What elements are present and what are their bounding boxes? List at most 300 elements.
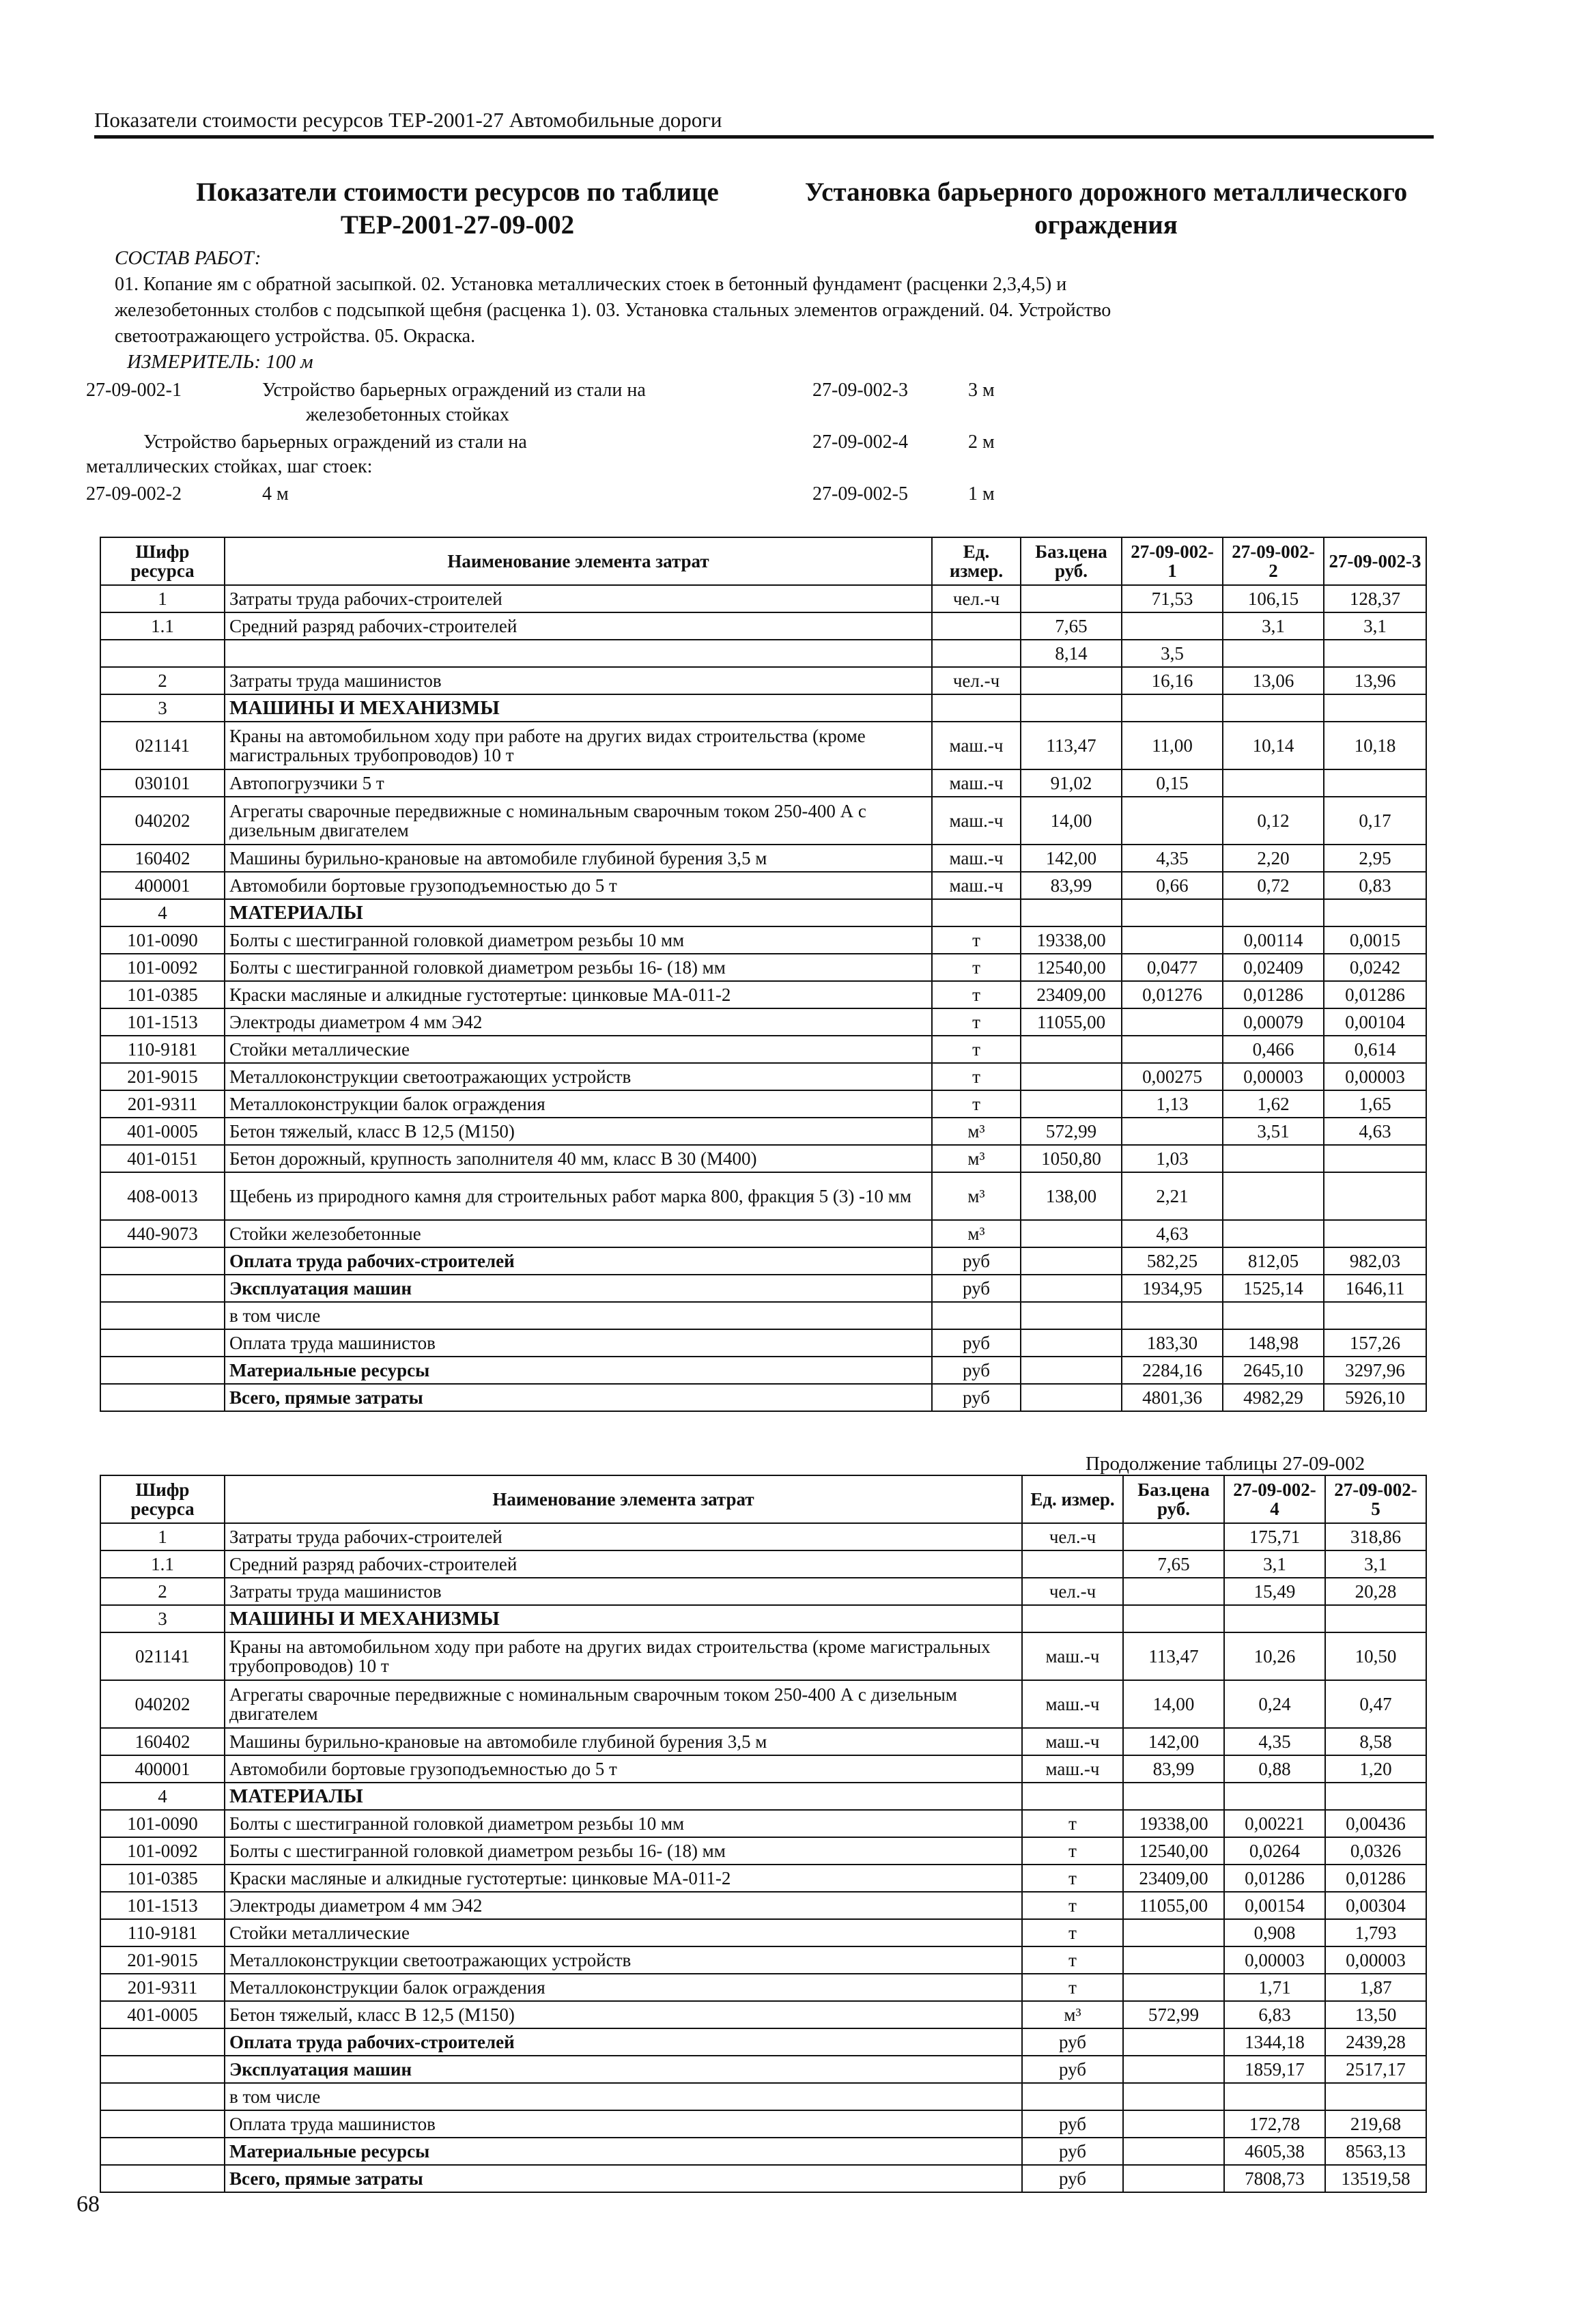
row-value: 812,05 (1223, 1247, 1324, 1275)
row-value: 3,51 (1223, 1118, 1324, 1145)
row-name: Агрегаты сварочные передвижные с номинальным сварочным током 250-400 А с дизельным двигателем (225, 797, 932, 845)
row-unit: маш.-ч (1022, 1755, 1123, 1783)
page-header: Показатели стоимости ресурсов ТЕР-2001-27 Автомобильные дороги (94, 108, 1434, 139)
row-value: 13,96 (1324, 667, 1426, 694)
row-name: Металлоконструкции светоотражающих устройств (225, 1063, 932, 1090)
row-value: 0,47 (1325, 1680, 1426, 1728)
row-name: Стойки металлические (225, 1919, 1022, 1946)
variant-code: 27-09-002-5 (812, 483, 908, 505)
row-name: Болты с шестигранной головкой диаметром резьбы 16- (18) мм (225, 1837, 1022, 1865)
row-value (1223, 899, 1324, 926)
row-name: Оплата труда машинистов (225, 2110, 1022, 2138)
row-value: 0,00114 (1223, 926, 1324, 954)
row-code: 101-1513 (100, 1008, 225, 1036)
row-value (1324, 1302, 1426, 1329)
row-code: 160402 (100, 1728, 225, 1755)
row-price: 572,99 (1021, 1118, 1122, 1145)
row-value: 0,0326 (1325, 1837, 1426, 1865)
row-value: 6,83 (1224, 2001, 1325, 2028)
row-value: 1,20 (1325, 1755, 1426, 1783)
row-unit: руб (1022, 2056, 1123, 2083)
row-value: 0,00079 (1223, 1008, 1324, 1036)
table-row (100, 585, 1426, 612)
row-unit: м³ (932, 1220, 1021, 1247)
row-value: 4605,38 (1224, 2138, 1325, 2165)
row-value: 1,03 (1122, 1145, 1223, 1172)
row-value (1223, 1145, 1324, 1172)
row-code: 101-0385 (100, 981, 225, 1008)
header-variant: 27-09-002-2 (1223, 537, 1324, 585)
row-name: в том числе (225, 1302, 932, 1329)
row-name: Затраты труда машинистов (225, 667, 932, 694)
row-value: 2439,28 (1325, 2028, 1426, 2056)
row-value (1224, 1783, 1325, 1810)
row-value: 5926,10 (1324, 1384, 1426, 1411)
row-unit: руб (1022, 2110, 1123, 2138)
row-value: 0,02409 (1223, 954, 1324, 981)
row-value (1224, 1605, 1325, 1632)
row-price: 91,02 (1021, 769, 1122, 797)
row-name: Средний разряд рабочих-строителей (225, 612, 932, 640)
row-unit: маш.-ч (1022, 1680, 1123, 1728)
row-value: 0,01276 (1122, 981, 1223, 1008)
row-code (100, 1275, 225, 1302)
row-value: 15,49 (1224, 1578, 1325, 1605)
row-code: 040202 (100, 1680, 225, 1728)
row-value: 1859,17 (1224, 2056, 1325, 2083)
header-variant: 27-09-002-4 (1224, 1475, 1325, 1523)
row-name (225, 640, 932, 667)
row-name: Материальные ресурсы (225, 2138, 1022, 2165)
row-unit: т (932, 1008, 1021, 1036)
table-row (100, 612, 1426, 640)
table-row (100, 1118, 1426, 1145)
row-price: 14,00 (1123, 1680, 1224, 1728)
row-price: 83,99 (1021, 872, 1122, 899)
row-unit: т (932, 1036, 1021, 1063)
row-price: 113,47 (1021, 722, 1122, 769)
row-value (1324, 1220, 1426, 1247)
row-price (1123, 1523, 1224, 1550)
row-value: 2,95 (1324, 845, 1426, 872)
header-code: Шифр ресурса (100, 1475, 225, 1523)
row-unit: маш.-ч (932, 872, 1021, 899)
row-name: Агрегаты сварочные передвижные с номинальным сварочным током 250-400 А с дизельным двигателем (225, 1680, 1022, 1728)
row-name: Бетон дорожный, крупность заполнителя 40 мм, класс В 30 (М400) (225, 1145, 932, 1172)
row-name: Автопогрузчики 5 т (225, 769, 932, 797)
row-name: Краны на автомобильном ходу при работе на других видах строительства (кроме магистральных трубопроводов) 10 т (225, 722, 932, 769)
row-name: Металлоконструкции балок ограждения (225, 1974, 1022, 2001)
table-title (116, 176, 799, 242)
row-code: 1.1 (100, 612, 225, 640)
row-code: 101-0092 (100, 954, 225, 981)
row-value: 0,614 (1324, 1036, 1426, 1063)
row-price (1123, 1919, 1224, 1946)
row-name: Машины бурильно-крановые на автомобиле глубиной бурения 3,5 м (225, 845, 932, 872)
row-code: 101-0090 (100, 926, 225, 954)
row-unit: чел.-ч (1022, 1523, 1123, 1550)
row-price (1021, 1036, 1122, 1063)
row-unit: маш.-ч (932, 769, 1021, 797)
row-value: 10,26 (1224, 1632, 1325, 1680)
table-row (100, 1810, 1426, 1837)
table-row (100, 2028, 1426, 2056)
table-row (100, 2083, 1426, 2110)
row-name: Всего, прямые затраты (225, 1384, 932, 1411)
variant-text: Устройство барьерных ограждений из стали на (262, 380, 646, 401)
table-row (100, 2110, 1426, 2138)
table-row (100, 1728, 1426, 1755)
row-price (1123, 1605, 1224, 1632)
row-value: 4801,36 (1122, 1384, 1223, 1411)
row-code: 021141 (100, 722, 225, 769)
row-unit: руб (932, 1329, 1021, 1357)
row-value: 10,50 (1325, 1632, 1426, 1680)
row-value (1324, 899, 1426, 926)
works-line: 01. Копание ям с обратной засыпкой. 02. Установка металлических стоек в бетонный фундамент (расценки 2,3,4,5) и (115, 274, 1067, 295)
row-code: 401-0005 (100, 1118, 225, 1145)
row-value (1122, 612, 1223, 640)
table-row (100, 1837, 1426, 1865)
row-price (1123, 2110, 1224, 2138)
row-code: 401-0005 (100, 2001, 225, 2028)
row-value (1324, 1172, 1426, 1220)
row-price (1123, 2028, 1224, 2056)
table-row (100, 926, 1426, 954)
row-value: 1,793 (1325, 1919, 1426, 1946)
row-value (1122, 797, 1223, 845)
row-name: Оплата труда рабочих-строителей (225, 1247, 932, 1275)
resource-table-1 (100, 537, 1427, 1412)
table-row (100, 1384, 1426, 1411)
row-value: 1934,95 (1122, 1275, 1223, 1302)
row-price (1021, 667, 1122, 694)
page-number: 68 (76, 2192, 100, 2217)
row-unit (932, 612, 1021, 640)
table-row (100, 1090, 1426, 1118)
variant-text: металлических стойках, шаг стоек: (86, 456, 373, 477)
row-name: МАШИНЫ И МЕХАНИЗМЫ (225, 694, 932, 722)
row-value: 1525,14 (1223, 1275, 1324, 1302)
table-body (100, 1523, 1426, 2192)
row-code: 3 (100, 694, 225, 722)
row-value: 4,63 (1324, 1118, 1426, 1145)
row-value: 1344,18 (1224, 2028, 1325, 2056)
table-row (100, 1357, 1426, 1384)
row-code (100, 2138, 225, 2165)
table-row (100, 667, 1426, 694)
row-value (1325, 2083, 1426, 2110)
row-value: 0,88 (1224, 1755, 1325, 1783)
variant-step: 2 м (968, 431, 995, 453)
row-price: 113,47 (1123, 1632, 1224, 1680)
row-unit (932, 694, 1021, 722)
row-name: Бетон тяжелый, класс В 12,5 (М150) (225, 1118, 932, 1145)
row-code: 101-0385 (100, 1865, 225, 1892)
row-value: 1,87 (1325, 1974, 1426, 2001)
row-code: 110-9181 (100, 1036, 225, 1063)
row-code: 4 (100, 1783, 225, 1810)
row-value (1324, 769, 1426, 797)
header-price: Баз.цена руб. (1123, 1475, 1224, 1523)
row-name: Всего, прямые затраты (225, 2165, 1022, 2192)
row-value: 3,1 (1325, 1550, 1426, 1578)
header-name: Наименование элемента затрат (225, 537, 932, 585)
table-subtitle (771, 176, 1441, 242)
row-price: 83,99 (1123, 1755, 1224, 1783)
table-row (100, 1220, 1426, 1247)
variant-code: 27-09-002-3 (812, 380, 908, 401)
row-unit: чел.-ч (1022, 1578, 1123, 1605)
row-value: 0,0015 (1324, 926, 1426, 954)
row-code (100, 1384, 225, 1411)
row-name: в том числе (225, 2083, 1022, 2110)
subtitle-line: ограждения (1034, 210, 1178, 240)
row-price: 1050,80 (1021, 1145, 1122, 1172)
row-value: 172,78 (1224, 2110, 1325, 2138)
row-price (1123, 1974, 1224, 2001)
table-row (100, 1755, 1426, 1783)
row-value: 0,0477 (1122, 954, 1223, 981)
table-row (100, 1172, 1426, 1220)
table-row (100, 640, 1426, 667)
row-unit: т (1022, 1810, 1123, 1837)
row-unit: т (1022, 1837, 1123, 1865)
row-value (1223, 769, 1324, 797)
row-price (1123, 2138, 1224, 2165)
variant-code: 27-09-002-4 (812, 431, 908, 453)
variant-step: 4 м (262, 483, 289, 505)
row-price: 19338,00 (1123, 1810, 1224, 1837)
header-variant: 27-09-002-1 (1122, 537, 1223, 585)
variant-step: 3 м (968, 380, 995, 401)
header-variant: 27-09-002-5 (1325, 1475, 1426, 1523)
row-value: 148,98 (1223, 1329, 1324, 1357)
row-price (1123, 2056, 1224, 2083)
row-value: 0,00003 (1324, 1063, 1426, 1090)
row-name: Щебень из природного камня для строительных работ марка 800, фракция 5 (3) -10 мм (225, 1172, 932, 1220)
row-value: 1646,11 (1324, 1275, 1426, 1302)
row-price: 572,99 (1123, 2001, 1224, 2028)
row-price (1021, 1220, 1122, 1247)
row-value (1122, 1302, 1223, 1329)
row-name: Болты с шестигранной головкой диаметром резьбы 10 мм (225, 926, 932, 954)
row-price (1021, 1090, 1122, 1118)
row-code: 4 (100, 899, 225, 926)
row-code: 101-0090 (100, 1810, 225, 1837)
row-code (100, 2110, 225, 2138)
row-code: 101-0092 (100, 1837, 225, 1865)
row-name: Металлоконструкции светоотражающих устройств (225, 1946, 1022, 1974)
row-value: 0,00104 (1324, 1008, 1426, 1036)
row-value: 0,00275 (1122, 1063, 1223, 1090)
variant-step: 1 м (968, 483, 995, 505)
row-value: 2645,10 (1223, 1357, 1324, 1384)
row-unit (932, 640, 1021, 667)
row-name: Средний разряд рабочих-строителей (225, 1550, 1022, 1578)
row-unit: руб (932, 1384, 1021, 1411)
table-row (100, 845, 1426, 872)
row-value (1223, 1302, 1324, 1329)
row-code: 201-9311 (100, 1090, 225, 1118)
row-price: 138,00 (1021, 1172, 1122, 1220)
row-value: 1,13 (1122, 1090, 1223, 1118)
row-price (1021, 1275, 1122, 1302)
row-price (1021, 1247, 1122, 1275)
table-row (100, 1578, 1426, 1605)
row-value (1122, 1008, 1223, 1036)
table-row (100, 1329, 1426, 1357)
row-value: 0,00003 (1223, 1063, 1324, 1090)
row-price (1021, 899, 1122, 926)
row-value: 318,86 (1325, 1523, 1426, 1550)
row-value (1224, 2083, 1325, 2110)
row-unit: м³ (932, 1172, 1021, 1220)
table-row (100, 1036, 1426, 1063)
row-code (100, 1247, 225, 1275)
row-price (1123, 2165, 1224, 2192)
row-name: Затраты труда машинистов (225, 1578, 1022, 1605)
table-row (100, 2138, 1426, 2165)
row-value: 3,1 (1224, 1550, 1325, 1578)
row-price (1123, 2083, 1224, 2110)
measure-unit: ИЗМЕРИТЕЛЬ: 100 м (127, 351, 313, 373)
row-code: 201-9311 (100, 1974, 225, 2001)
row-value: 13519,58 (1325, 2165, 1426, 2192)
row-code (100, 2165, 225, 2192)
row-value: 0,00154 (1224, 1892, 1325, 1919)
row-code: 040202 (100, 797, 225, 845)
row-value: 2,21 (1122, 1172, 1223, 1220)
row-value: 71,53 (1122, 585, 1223, 612)
table-row (100, 899, 1426, 926)
row-name: Эксплуатация машин (225, 1275, 932, 1302)
table-row (100, 1008, 1426, 1036)
row-price: 11055,00 (1021, 1008, 1122, 1036)
works-label: СОСТАВ РАБОТ: (115, 247, 261, 269)
row-unit: руб (1022, 2028, 1123, 2056)
row-code (100, 2083, 225, 2110)
row-value: 0,01286 (1325, 1865, 1426, 1892)
row-name: Эксплуатация машин (225, 2056, 1022, 2083)
row-value: 0,17 (1324, 797, 1426, 845)
row-value: 3297,96 (1324, 1357, 1426, 1384)
row-name: Автомобили бортовые грузоподъемностью до 5 т (225, 872, 932, 899)
row-unit (1022, 1783, 1123, 1810)
row-unit: м³ (1022, 2001, 1123, 2028)
table-row (100, 1946, 1426, 1974)
table-row (100, 1063, 1426, 1090)
table-row (100, 1550, 1426, 1578)
row-value: 13,50 (1325, 2001, 1426, 2028)
row-code: 201-9015 (100, 1946, 225, 1974)
row-unit (932, 1302, 1021, 1329)
row-value: 3,1 (1324, 612, 1426, 640)
row-value (1223, 1220, 1324, 1247)
row-unit: маш.-ч (1022, 1728, 1123, 1755)
row-price (1021, 1302, 1122, 1329)
row-price (1021, 1063, 1122, 1090)
row-value: 20,28 (1325, 1578, 1426, 1605)
table-row (100, 2001, 1426, 2028)
row-value (1122, 694, 1223, 722)
row-price (1021, 1357, 1122, 1384)
row-value: 0,66 (1122, 872, 1223, 899)
row-value: 0,24 (1224, 1680, 1325, 1728)
row-name: Краски масляные и алкидные густотертые: цинковые МА-011-2 (225, 1865, 1022, 1892)
row-value: 0,72 (1223, 872, 1324, 899)
works-line: железобетонных столбов с подсыпкой щебня (расценка 1). 03. Установка стальных элементов ограждений. 04. Устройство (115, 300, 1111, 321)
table-row (100, 981, 1426, 1008)
row-value: 982,03 (1324, 1247, 1426, 1275)
row-value: 4,35 (1122, 845, 1223, 872)
row-value: 106,15 (1223, 585, 1324, 612)
row-unit: чел.-ч (932, 585, 1021, 612)
row-value: 157,26 (1324, 1329, 1426, 1357)
row-unit: т (932, 926, 1021, 954)
works-line: светоотражающего устройства. 05. Окраска. (115, 326, 476, 347)
row-code (100, 1357, 225, 1384)
row-price: 8,14 (1021, 640, 1122, 667)
row-value: 7808,73 (1224, 2165, 1325, 2192)
row-price (1021, 694, 1122, 722)
table-row (100, 2056, 1426, 2083)
row-code: 401-0151 (100, 1145, 225, 1172)
row-unit: м³ (932, 1145, 1021, 1172)
table-row (100, 1523, 1426, 1550)
row-price (1021, 1329, 1122, 1357)
header-variant: 27-09-002-3 (1324, 537, 1426, 585)
row-code: 110-9181 (100, 1919, 225, 1946)
row-value: 0,908 (1224, 1919, 1325, 1946)
row-name: Бетон тяжелый, класс В 12,5 (М150) (225, 2001, 1022, 2028)
row-code: 2 (100, 667, 225, 694)
row-unit: т (1022, 1946, 1123, 1974)
header-unit: Ед. измер. (932, 537, 1021, 585)
row-name: Автомобили бортовые грузоподъемностью до 5 т (225, 1755, 1022, 1783)
row-value: 0,01286 (1223, 981, 1324, 1008)
row-code: 160402 (100, 845, 225, 872)
row-unit (1022, 1550, 1123, 1578)
row-price (1123, 1783, 1224, 1810)
row-price (1123, 1946, 1224, 1974)
row-value: 0,15 (1122, 769, 1223, 797)
row-price: 142,00 (1123, 1728, 1224, 1755)
table-row (100, 769, 1426, 797)
table-row (100, 797, 1426, 845)
variant-code: 27-09-002-2 (86, 483, 182, 505)
row-value (1223, 694, 1324, 722)
row-name: Стойки железобетонные (225, 1220, 932, 1247)
row-name: Затраты труда рабочих-строителей (225, 1523, 1022, 1550)
row-unit: маш.-ч (932, 722, 1021, 769)
row-value: 3,5 (1122, 640, 1223, 667)
row-value (1324, 1145, 1426, 1172)
continuation-label: Продолжение таблицы 27-09-002 (1086, 1453, 1365, 1475)
row-unit: маш.-ч (932, 845, 1021, 872)
row-value: 11,00 (1122, 722, 1223, 769)
header-name: Наименование элемента затрат (225, 1475, 1022, 1523)
row-value (1122, 926, 1223, 954)
row-unit (1022, 1605, 1123, 1632)
row-value: 2517,17 (1325, 2056, 1426, 2083)
row-code (100, 1302, 225, 1329)
row-value: 0,0242 (1324, 954, 1426, 981)
row-value: 8,58 (1325, 1728, 1426, 1755)
row-unit (932, 899, 1021, 926)
row-code: 1 (100, 1523, 225, 1550)
table-row (100, 1892, 1426, 1919)
